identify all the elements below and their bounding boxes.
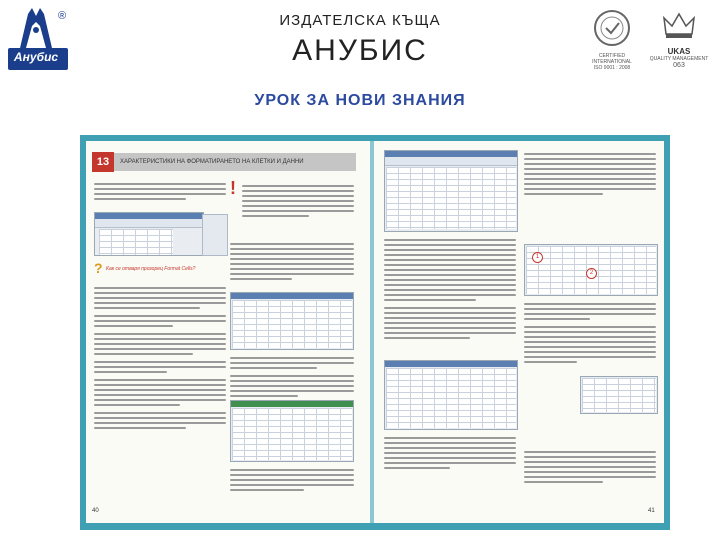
important-exclamation-icon: ! [230,178,236,198]
right-col2-body-text [524,300,656,366]
right-col2-intro-text [524,150,656,198]
ukas-badge [648,8,710,74]
callout-marker: 2 [586,268,597,279]
ukas-sub: QUALITY MANAGEMENT [649,56,709,62]
important-note-text [242,182,354,220]
table-instructions-text [230,240,354,283]
cert1-label: CERTIFIED INTERNATIONAL [592,53,632,65]
cert1-standard: ISO 9001 : 2008 [593,65,631,71]
format-cells-dialog-screenshot [94,212,204,256]
logo-wordmark: Анубис [13,50,59,64]
chapter-heading: ХАРАКТЕРИСТИКИ НА ФОРМАТИРАНЕТО НА КЛЕТКИ И ДАННИ [114,153,356,171]
left-body-text [94,284,226,432]
right-col2-closing-text [524,448,656,486]
right-page-number: 41 [648,508,655,514]
left-page-number: 40 [92,508,99,514]
right-col1-closing-text [384,434,516,472]
ukas-label: UKAS [667,47,691,56]
registered-mark: ® [58,10,67,22]
table-explanation-text [230,354,354,400]
left-intro-text-block [94,180,226,203]
lesson-number-badge: 13 [92,152,114,172]
book-spine [370,141,374,523]
format-menu-screenshot [202,214,228,256]
excel-formatted-table-screenshot [230,400,354,462]
excel-table-screenshot [230,292,354,350]
lesson-banner-title: УРОК ЗА НОВИ ЗНАНИЯ [254,92,466,109]
row-height-screenshot [580,376,658,414]
right-col1-text [384,236,516,342]
question-mark-icon: ? [94,260,103,276]
ukas-code: 063 [673,62,685,69]
crown-icon [648,8,710,42]
publisher-name: АНУБИС [292,34,428,67]
callout-marker: 1 [532,252,543,263]
left-closing-text [230,466,354,494]
publishing-house-label: ИЗДАТЕЛСКА КЪЩА [279,12,441,29]
certification-seal-icon [582,8,642,48]
alignment-screenshot [384,360,518,430]
question-prompt: Как се отваря прозорец Format Cells? [106,266,196,272]
format-cells-number-tab-screenshot [384,150,518,232]
certification-badge [582,8,642,74]
